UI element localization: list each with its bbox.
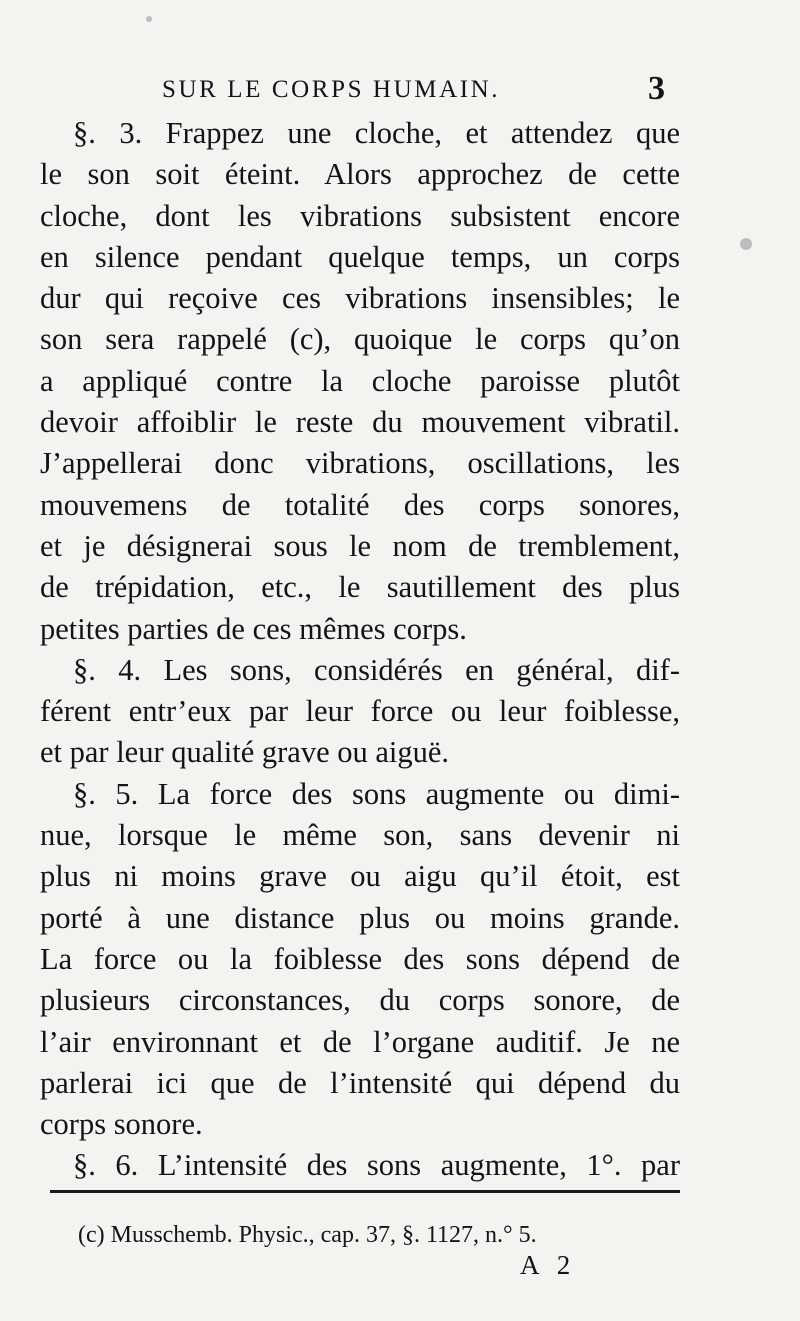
text-line: plusieurs circonstances, du corps sonore, de: [40, 983, 680, 1018]
text-line: §. 3. Frappez une cloche, et attendez que: [73, 116, 680, 150]
text-line: parlerai ici que de l’intensité qui dépend du: [40, 1065, 680, 1100]
text-line: J’appellerai donc vibrations, oscillations, les: [40, 446, 680, 481]
page-number: 3: [648, 70, 665, 107]
text-line: La force ou la foiblesse des sons dépend de: [40, 941, 680, 976]
text-line: mouvemens de totalité des corps sonores,: [40, 487, 680, 522]
text-line: plus ni moins grave ou aigu qu’il étoit, est: [40, 859, 680, 894]
text-line: §. 6. L’intensité des sons augmente, 1°. par: [73, 1148, 680, 1183]
text-line: et je désignerai sous le nom de tremblement,: [40, 528, 680, 563]
text-line: et par leur qualité grave ou aiguë.: [40, 735, 450, 770]
text-line: de trépidation, etc., le sautillement des plus: [40, 570, 680, 605]
footnote-rule: [50, 1190, 680, 1193]
paper-speck: [146, 16, 152, 22]
text-line: petites parties de ces mêmes corps.: [40, 611, 467, 646]
text-line: porté à une distance plus ou moins grande.: [40, 900, 680, 935]
text-line: son sera rappelé (c), quoique le corps qu’on: [40, 322, 680, 357]
text-line: férent entr’eux par leur force ou leur foiblesse,: [40, 694, 680, 729]
body-text: [40, 113, 680, 1187]
paper-speck: [740, 238, 752, 250]
text-line: dur qui reçoive ces vibrations insensibles; le: [40, 281, 680, 316]
running-title: SUR LE CORPS HUMAIN.: [162, 76, 501, 103]
text-line: corps sonore.: [40, 1107, 203, 1142]
signature-mark: A 2: [520, 1250, 577, 1280]
text-line: devoir affoiblir le reste du mouvement vibratil.: [40, 405, 680, 440]
text-line: le son soit éteint. Alors approchez de cette: [40, 157, 680, 192]
text-line: a appliqué contre la cloche paroisse plutôt: [40, 363, 680, 398]
text-line: §. 5. La force des sons augmente ou dimi-: [73, 776, 680, 811]
text-line: §. 4. Les sons, considérés en général, dif-: [73, 652, 680, 687]
text-line: en silence pendant quelque temps, un corps: [40, 239, 680, 274]
page-header: [0, 72, 800, 112]
text-line: l’air environnant et de l’organe auditif. Je ne: [40, 1024, 680, 1059]
text-line: nue, lorsque le même son, sans devenir ni: [40, 818, 680, 853]
footnote: (c) Musschemb. Physic., cap. 37, §. 1127, n.° 5.: [78, 1222, 537, 1248]
text-line: cloche, dont les vibrations subsistent encore: [40, 198, 680, 233]
